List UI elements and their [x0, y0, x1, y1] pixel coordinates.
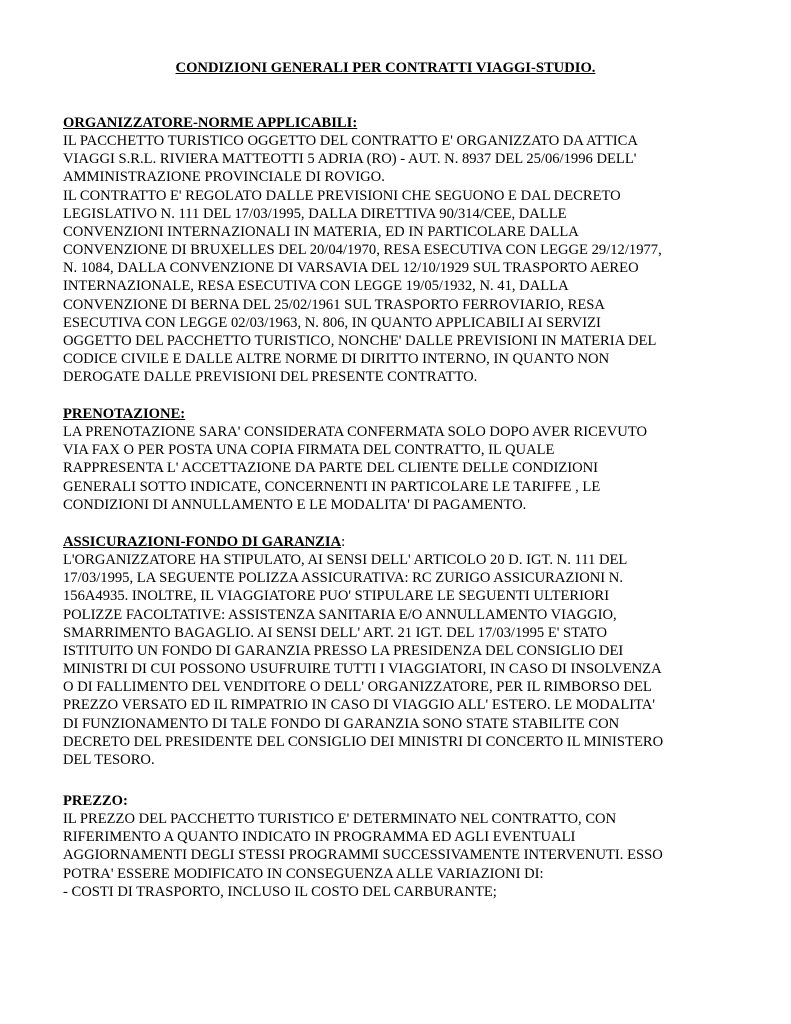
text-line: PREZZO VERSATO ED IL RIMPATRIO IN CASO DI VIAGGIO ALL' ESTERO. LE MODALITA'	[63, 697, 656, 714]
text-line: DI FUNZIONAMENTO DI TALE FONDO DI GARANZIA SONO STATE STABILITE CON	[63, 715, 620, 732]
text-line: RAPPRESENTA L' ACCETTAZIONE DA PARTE DEL CLIENTE DELLE CONDIZIONI	[63, 460, 599, 477]
text-line: CONVENZIONE DI BERNA DEL 25/02/1961 SUL TRASPORTO FERROVIARIO, RESA	[63, 296, 605, 313]
text-line: CONVENZIONE DI BRUXELLES DEL 20/04/1970, RESA ESECUTIVA CON LEGGE 29/12/1977,	[63, 242, 662, 259]
text-line: RIFERIMENTO A QUANTO INDICATO IN PROGRAMMA ED AGLI EVENTUALI	[63, 829, 576, 846]
section-heading	[63, 533, 763, 551]
section-heading-colon: :	[341, 534, 346, 550]
text-line: IL PACCHETTO TURISTICO OGGETTO DEL CONTRATTO E' ORGANIZZATO DA ATTICA	[63, 133, 638, 150]
text-line: POLIZZE FACOLTATIVE: ASSISTENZA SANITARIA E/O ANNULLAMENTO VIAGGIO,	[63, 606, 617, 623]
text-line: AMMINISTRAZIONE PROVINCIALE DI ROVIGO.	[63, 169, 385, 186]
section-heading: PRENOTAZIONE:	[63, 406, 186, 422]
text-line: DEL TESORO.	[63, 751, 155, 768]
section-heading-text: ASSICURAZIONI-FONDO DI GARANZIA	[63, 534, 342, 550]
text-line: CONVENZIONI INTERNAZIONALI IN MATERIA, ED IN PARTICOLARE DALLA	[63, 223, 579, 240]
section-heading: ORGANIZZATORE-NORME APPLICABILI:	[63, 115, 358, 131]
section-heading: PREZZO:	[63, 793, 128, 809]
text-line: - COSTI DI TRASPORTO, INCLUSO IL COSTO DEL CARBURANTE;	[63, 883, 497, 900]
text-line: IL PREZZO DEL PACCHETTO TURISTICO E' DETERMINATO NEL CONTRATTO, CON	[63, 811, 617, 828]
text-line: LA PRENOTAZIONE SARA' CONSIDERATA CONFERMATA SOLO DOPO AVER RICEVUTO	[63, 424, 648, 441]
text-line: 17/03/1995, LA SEGUENTE POLIZZA ASSICURATIVA: RC ZURIGO ASSICURAZIONI N.	[63, 570, 623, 587]
text-line: O DI FALLIMENTO DEL VENDITORE O DELL' ORGANIZZATORE, PER IL RIMBORSO DEL	[63, 679, 652, 696]
text-line: ESECUTIVA CON LEGGE 02/03/1963, N. 806, IN QUANTO APPLICABILI AI SERVIZI	[63, 314, 601, 331]
text-line: DECRETO DEL PRESIDENTE DEL CONSIGLIO DEI MINISTRI DI CONCERTO IL MINISTERO	[63, 733, 664, 750]
text-line: AGGIORNAMENTI DEGLI STESSI PROGRAMMI SUCCESSIVAMENTE INTERVENUTI. ESSO	[63, 847, 663, 864]
text-line: N. 1084, DALLA CONVENZIONE DI VARSAVIA DEL 12/10/1929 SUL TRASPORTO AEREO	[63, 260, 639, 277]
text-line: INTERNAZIONALE, RESA ESECUTIVA CON LEGGE 19/05/1932, N. 41, DALLA	[63, 278, 569, 295]
text-line: OGGETTO DEL PACCHETTO TURISTICO, NONCHE' DALLE PREVISIONI IN MATERIA DEL	[63, 332, 657, 349]
section-organizzatore	[63, 114, 763, 386]
text-line: POTRA' ESSERE MODIFICATO IN CONSEGUENZA ALLE VARIAZIONI DI:	[63, 865, 544, 882]
text-line: DEROGATE DALLE PREVISIONI DEL PRESENTE CONTRATTO.	[63, 369, 478, 386]
text-line: ISTITUITO UN FONDO DI GARANZIA PRESSO LA PRESIDENZA DEL CONSIGLIO DEI	[63, 642, 624, 659]
text-line: MINISTRI DI CUI POSSONO USUFRUIRE TUTTI I VIAGGIATORI, IN CASO DI INSOLVENZA	[63, 661, 662, 678]
text-line: VIA FAX O PER POSTA UNA COPIA FIRMATA DEL CONTRATTO, IL QUALE	[63, 442, 555, 459]
section-assicurazioni	[63, 533, 763, 769]
text-line: LEGISLATIVO N. 111 DEL 17/03/1995, DALLA DIRETTIVA 90/314/CEE, DALLE	[63, 205, 567, 222]
text-line: IL CONTRATTO E' REGOLATO DALLE PREVISIONI CHE SEGUONO E DAL DECRETO	[63, 187, 621, 204]
text-line: VIAGGI S.R.L. RIVIERA MATTEOTTI 5 ADRIA (RO) - AUT. N. 8937 DEL 25/06/1996 DELL'	[63, 151, 637, 168]
text-line: 156A4935. INOLTRE, IL VIAGGIATORE PUO' STIPULARE LE SEGUENTI ULTERIORI	[63, 588, 610, 605]
text-line: SMARRIMENTO BAGAGLIO. AI SENSI DELL' ART. 21 IGT. DEL 17/03/1995 E' STATO	[63, 624, 607, 641]
text-line: CODICE CIVILE E DALLE ALTRE NORME DI DIRITTO INTERNO, IN QUANTO NON	[63, 351, 610, 368]
text-line: L'ORGANIZZATORE HA STIPULATO, AI SENSI DELL' ARTICOLO 20 D. IGT. N. 111 DEL	[63, 552, 628, 569]
section-prezzo	[63, 792, 763, 901]
document-title: CONDIZIONI GENERALI PER CONTRATTI VIAGGI-STUDIO.	[175, 60, 596, 76]
section-prenotazione	[63, 405, 763, 514]
text-line: GENERALI SOTTO INDICATE, CONCERNENTI IN PARTICOLARE LE TARIFFE , LE	[63, 478, 601, 495]
text-line: CONDIZIONI DI ANNULLAMENTO E LE MODALITA' DI PAGAMENTO.	[63, 496, 527, 513]
